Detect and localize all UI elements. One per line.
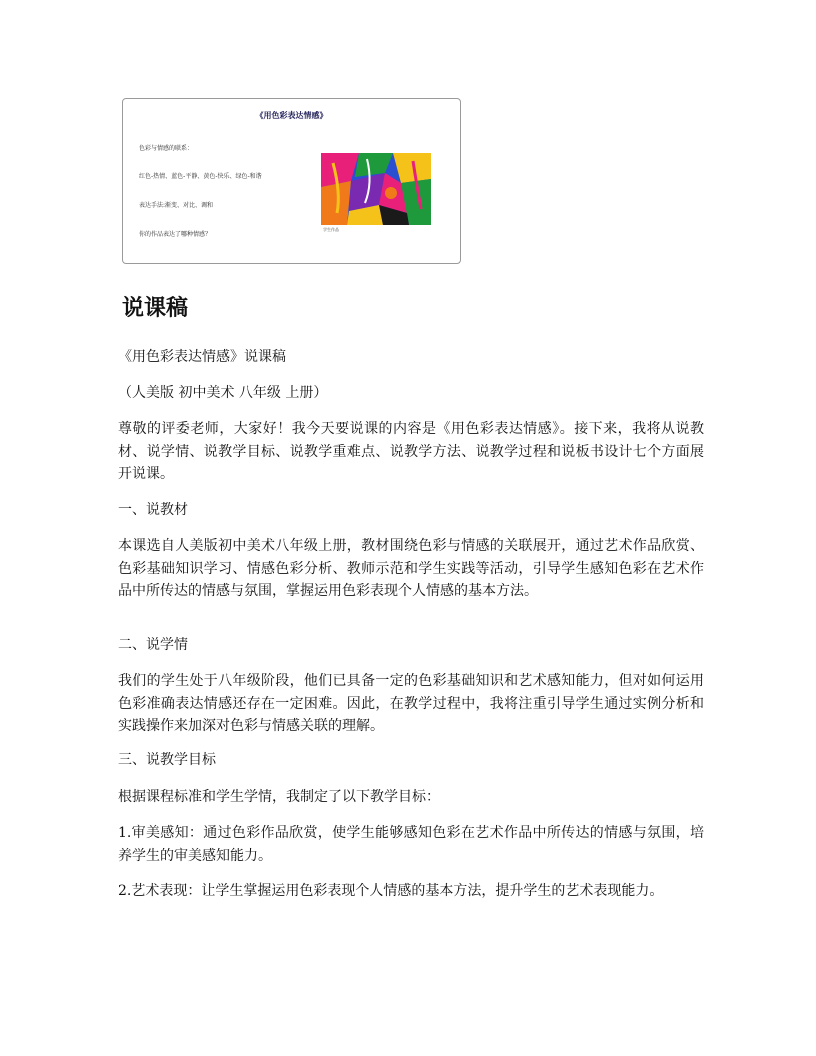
slide-line-color-list: 红色-热情、蓝色-平静、黄色-快乐、绿色-和谐 bbox=[139, 173, 262, 180]
section-heading-textbook: 一、说教材 bbox=[118, 502, 188, 518]
objective-aesthetic: 1.审美感知：通过色彩作品欣赏，使学生能够感知色彩在艺术作品中所传达的情感与氛围，培养学生的审美感知能力。 bbox=[118, 825, 704, 864]
section-heading-students: 二、说学情 bbox=[118, 637, 188, 653]
doc-subtitle: 《用色彩表达情感》说课稿 bbox=[118, 349, 286, 365]
abstract-painting-image bbox=[321, 153, 431, 225]
intro-paragraph: 尊敬的评委老师，大家好！我今天要说课的内容是《用色彩表达情感》。接下来，我将从说教材、说学情、说教学目标、说教学重难点、说教学方法、说教学过程和说板书设计七个方面展开说课。 bbox=[118, 421, 704, 482]
textbook-paragraph: 本课选自人美版初中美术八年级上册，教材围绕色彩与情感的关联展开，通过艺术作品欣赏、色彩基础知识学习、情感色彩分析、教师示范和学生实践等活动，引导学生感知色彩在艺术作品中所传达的情感与氛围，掌握运用色彩表现个人情感的基本方法。 bbox=[118, 538, 704, 599]
slide-title: 《用色彩表达情感》 bbox=[255, 111, 328, 120]
page-title: 说课稿 bbox=[122, 296, 189, 321]
objective-expression: 2.艺术表现：让学生掌握运用色彩表现个人情感的基本方法，提升学生的艺术表现能力。 bbox=[118, 883, 664, 899]
section-heading-objectives: 三、说教学目标 bbox=[118, 752, 216, 768]
students-paragraph: 我们的学生处于八年级阶段，他们已具备一定的色彩基础知识和艺术感知能力，但对如何运用色彩准确表达情感还存在一定困难。因此，在教学过程中，我将注重引导学生通过实例分析和实践操作来加深对色彩与情感关联的理解。 bbox=[118, 673, 704, 734]
slide-line-question: 你的作品表达了哪种情感？ bbox=[139, 231, 212, 238]
objectives-intro: 根据课程标准和学生学情，我制定了以下教学目标： bbox=[118, 789, 440, 805]
slide-line-color-emotion: 色彩与情感的联系： bbox=[139, 145, 194, 152]
slide-line-techniques: 表达手法:渐变、对比、调和 bbox=[139, 202, 214, 209]
edition-note: （人美版 初中美术 八年级 上册） bbox=[118, 385, 328, 401]
painting-caption: 学生作品 bbox=[323, 227, 339, 232]
lesson-slide-image bbox=[122, 98, 461, 264]
